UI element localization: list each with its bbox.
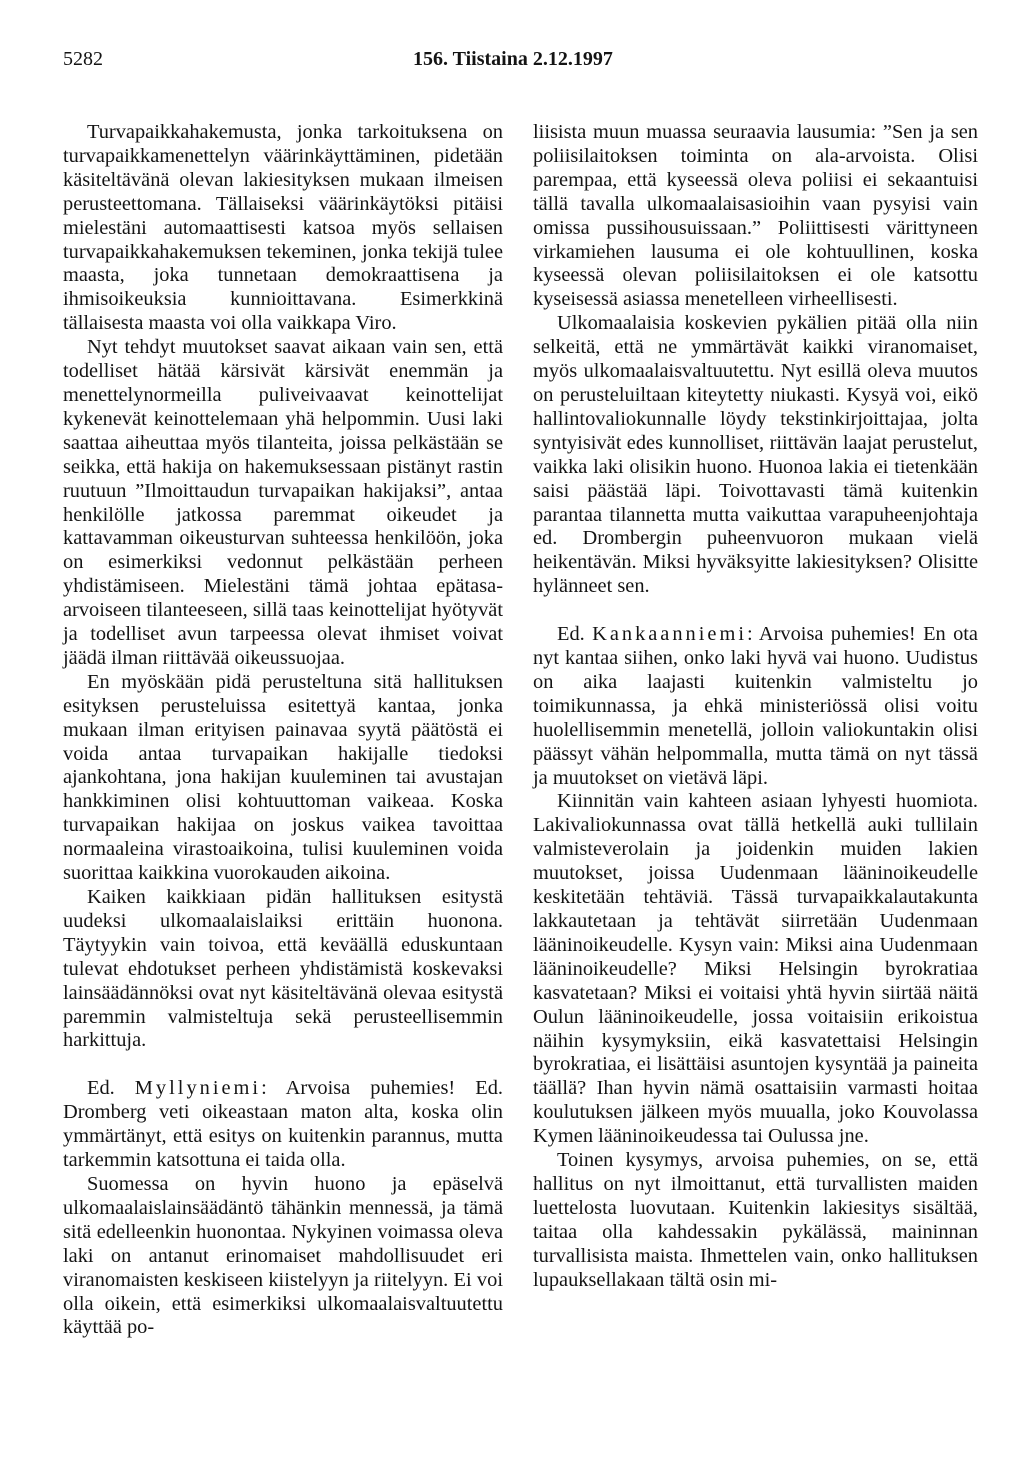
paragraph: liisista muun muassa seuraavia lausumia: ”Sen ja sen poliisilaitoksen toiminta on ala-arvoista. Olisi parempaa, että kyseessä oleva poliisi ei sekaantuisi tällä tavalla ulkomaalaisasioihin vaan pysyisi vain omissa pussihousuissaan.” Poliittisesti värittyneen virkamiehen lausuma ei ole kohtuullinen, koska kyseessä olevan poliisilaitoksen ei ole katsottu kyseisessä asiassa menetelleen virheellisesti. <box>533 121 978 311</box>
paragraph: Nyt tehdyt muutokset saavat aikaan vain sen, että todelliset hätää kärsivät kärsivät enemmän ja menettelynormeilla puliveivaavat keinottelijat kykenevät keinottelemaan yhä helpommin. Uusi laki saattaa aiheuttaa myös tilanteita, joissa pelkästään se seikka, että hakija on hakemuksessaan pistänyt rastin ruutuun ”Ilmoittaudun turvapaikan hakijaksi”, antaa henkilölle jatkossa paremmat oikeudet ja kattavamman oikeusturvan suhteessa henkilöön, joka on esimerkiksi vedonnut pelkästään perheen yhdistämiseen. Mielestäni tämä johtaa epätasa-arvoiseen tilanteeseen, sillä taas keinottelijat hyötyvät ja todelliset avun tarpeessa olevat ihmiset voivat jäädä ilman riittävää oikeussuojaa. <box>63 336 503 669</box>
right-column <box>533 121 978 1293</box>
speech-text: : Arvoisa puhemies! En ota nyt kantaa siihen, onko laki hyvä vai huono. Uudistus on aika laajasti kuitenkin valmisteltu jo toimikunnassa, ja ehkä ministeriössä olisi voitu huolellisemmin menetellä, jolloin valiokuntakin olisi päässyt vähän helpommalla, mutta tämä on nyt tässä ja muutokset on vietävä läpi. <box>533 623 978 789</box>
speaker-paragraph <box>63 1077 503 1173</box>
paragraph: En myöskään pidä perusteltuna sitä hallituksen esityksen perusteluissa esitettyä kantaa, jonka mukaan ilman erityisen painavaa syytä päätöstä ei voida antaa turvapaikan hakijalle tiedoksi ajankohtana, jona hakijan kuuleminen tai avustajan hankkiminen olisi kohtuuttoman vaikeaa. Koska turvapaikan hakijaa on joskus vaikea tavoittaa normaaleina virastoaikoina, tulisi kuuleminen voida suorittaa kaikkina vuorokauden aikoina. <box>63 670 503 885</box>
paragraph: Ulkomaalaisia koskevien pykälien pitää olla niin selkeitä, että ne ymmärtävät kaikki viranomaiset, myös ulkomaalaisvaltuutettu. Nyt esillä oleva muutos on perusteluiltaan kiteytetty niukasti. Kysyä voi, eikö hallintovaliokunnalle löydy tekstinkirjoittajaa, jolta syntyisivät edes kunnolliset, riittävän laajat perustelut, vaikka laki olisikin huono. Huonoa lakia ei tietenkään saisi päästää läpi. Toivottavasti tämä kuitenkin parantaa tilannetta mutta vaikuttaa varapuheenjohtaja ed. Drombergin puheenvuoron mukaan vielä heikentävän. Miksi hyväksyitte lakiesityksen? Olisitte hylänneet sen. <box>533 312 978 598</box>
speaker-prefix: Ed. <box>557 623 593 646</box>
speaker-prefix: Ed. <box>87 1077 135 1100</box>
issue-header: 156. Tiistaina 2.12.1997 <box>413 48 613 70</box>
paragraph: Turvapaikkahakemusta, jonka tarkoituksena on turvapaikkamenettelyn väärinkäyttäminen, pidetään käsiteltävänä olevan lakiesityksen mukaan ilmeisen perusteettomana. Tällaiseksi väärinkäytöksi pitäisi mielestäni automaattisesti katsoa myös sellaisen turvapaikkahakemuksen tekeminen, jonka tekijä tulee maasta, joka tunnetaan demokraattisena ja ihmisoikeuksia kunnioittavana. Esimerkkinä tällaisesta maasta voi olla vaikkapa Viro. <box>63 121 503 335</box>
speaker-name: Myllyniemi <box>134 1077 262 1100</box>
paragraph: Suomessa on hyvin huono ja epäselvä ulkomaalaislainsäädäntö tähänkin mennessä, ja tämä sitä edelleenkin huonontaa. Nykyinen voimassa oleva laki on antanut erinomaiset mahdollisuudet eri viranomaisten keskiseen kiistelyyn ja riitelyyn. Ei voi olla oikein, että esimerkiksi ulkomaalaisvaltuutettu käyttää po- <box>63 1172 503 1339</box>
left-column <box>63 121 503 1340</box>
speech-text: : Arvoisa puhemies! Ed. Dromberg veti oikeastaan maton alta, koska olin ymmärtänyt, että esitys on kuitenkin parannus, mutta tarkemmin katsottuna ei taida olla. <box>63 1077 503 1172</box>
paragraph: Toinen kysymys, arvoisa puhemies, on se, että hallitus on nyt ilmoittanut, että turvallisten maiden luettelosta luovutaan. Kuitenkin lakiesitys sisältää, taitaa olla kahdessakin pykälässä, maininnan turvallisista maista. Ihmettelen vain, onko hallituksen lupauksellakaan tältä osin mi- <box>533 1149 978 1291</box>
page-number: 5282 <box>63 48 103 70</box>
speaker-name: Kankaanniemi <box>592 623 747 646</box>
paragraph: Kaiken kaikkiaan pidän hallituksen esitystä uudeksi ulkomaalaislaiksi erittäin huonona. Täytyykin vain toivoa, että keväällä eduskuntaan tulevat ehdotukset perheen yhdistämistä koskevaksi lainsäädännöksi ovat nyt käsiteltävänä olevaa esitystä paremmin valmisteltuja sekä perusteellisemmin harkittuja. <box>63 886 503 1052</box>
paragraph: Kiinnitän vain kahteen asiaan lyhyesti huomiota. Lakivaliokunnassa ovat tällä hetkellä auki tullilain valmisteverolain ja joidenkin muiden lakien muutokset, joissa Uudenmaan lääninoikeudelle keskitetään tehtäviä. Tässä turvapaikkalautakunta lakkautetaan ja tehtävät siirretään Uudenmaan lääninoikeudelle. Kysyn vain: Miksi aina Uudenmaan lääninoikeudelle? Miksi Helsingin byrokratiaa kasvatetaan? Miksi ei voitaisi yhtä hyvin siirtää näitä Oulun lääninoikeudelle, jossa voitaisiin erikoistua näihin kysymyksiin, eikä kasvatettaisi Helsingin byrokratiaa, ei lisättäisi asuntojen kysyntää ja paineita täällä? Ihan hyvin nämä osattaisiin varmasti hoitaa koulutuksen jälkeen myös muualla, joko Kouvolassa Kymen lääninoikeudessa tai Oulussa jne. <box>533 790 978 1148</box>
speaker-paragraph <box>533 623 978 790</box>
